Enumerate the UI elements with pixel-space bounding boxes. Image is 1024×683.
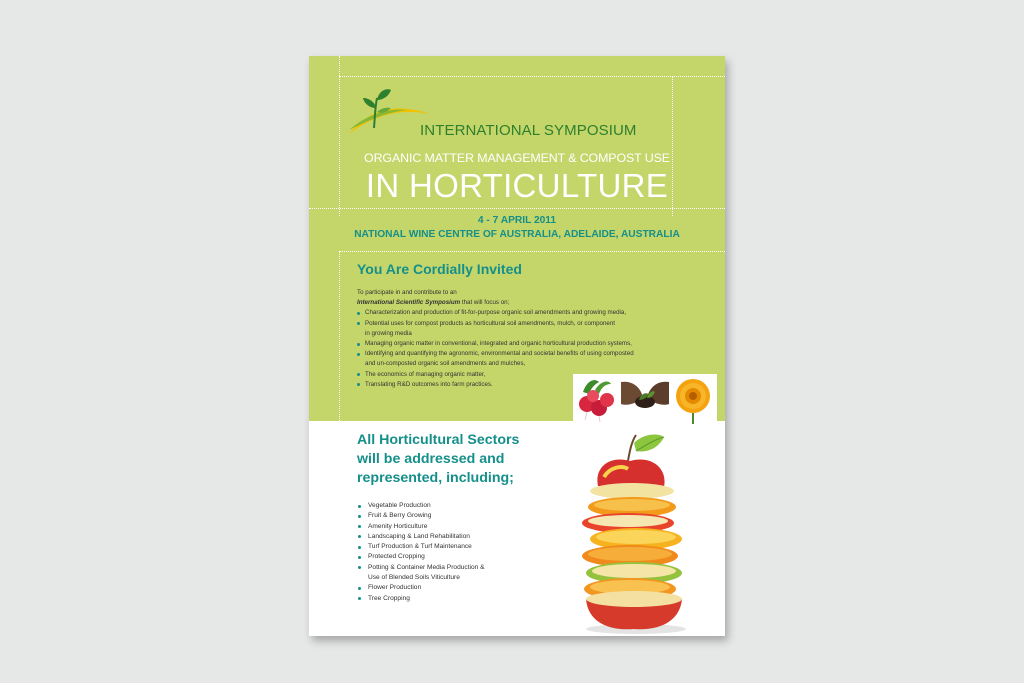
invite-heading: You Are Cordially Invited (357, 261, 522, 277)
page-title: IN HORTICULTURE (365, 167, 669, 204)
list-item: Managing organic matter in conventional, integrated and organic horticultural production systems, (357, 339, 677, 349)
list-item (357, 563, 557, 584)
event-venue: NATIONAL WINE CENTRE OF AUSTRALIA, ADELAIDE, AUSTRALIA (354, 229, 680, 240)
list-item: Protected Cropping (357, 552, 557, 562)
event-date: 4 - 7 APRIL 2011 (477, 215, 557, 226)
list-item (357, 349, 677, 369)
list-item: Landscaping & Land Rehabilitation (357, 532, 557, 542)
list-item: Tree Cropping (357, 594, 557, 604)
page-subtitle: ORGANIC MATTER MANAGEMENT & COMPOST USE (364, 151, 670, 165)
sectors-heading-line: represented, including; (357, 470, 514, 486)
list-item: Amenity Horticulture (357, 522, 557, 532)
intro-tail: that will focus on; (460, 299, 510, 307)
hands-soil-photo (621, 374, 669, 424)
stacked-fruit-slices-photo (564, 431, 704, 636)
symposium-flyer (309, 56, 725, 636)
list-item: Fruit & Berry Growing (357, 511, 557, 521)
guide-line (309, 208, 725, 209)
list-item: Turf Production & Turf Maintenance (357, 542, 557, 552)
guide-line (339, 76, 725, 77)
list-item (357, 319, 677, 339)
list-item-continuation: and un-composted organic soil amendments and mulches, (365, 360, 526, 368)
list-item-text: Potting & Container Media Production & (368, 563, 485, 571)
sectors-list (357, 501, 557, 604)
list-item: Vegetable Production (357, 501, 557, 511)
sectors-heading-line: All Horticultural Sectors (357, 432, 520, 448)
list-item-text: Potential uses for compost products as horticultural soil amendments, mulch, or component (365, 319, 616, 327)
list-item: Translating R&D outcomes into farm practices. (357, 380, 677, 390)
sectors-heading (357, 431, 577, 488)
list-item-continuation: in growing media (365, 329, 412, 337)
intro-line (357, 298, 677, 308)
list-item: Flower Production (357, 583, 557, 593)
list-item-continuation: Use of Blended Soils Viticulture (368, 574, 460, 582)
intro-emphasis: International Scientific Symposium (357, 299, 461, 307)
guide-line (339, 251, 725, 252)
list-item: The economics of managing organic matter, (357, 370, 677, 380)
radish-photo (573, 374, 621, 424)
symposium-label: INTERNATIONAL SYMPOSIUM (420, 122, 637, 139)
guide-line (339, 251, 340, 421)
list-item-text: Identifying and quantifying the agronomic, environmental and societal benefits of using composted (365, 350, 634, 358)
intro-line: To participate in and contribute to an (357, 289, 457, 296)
sprout-swoosh-logo (347, 88, 431, 140)
sectors-heading-line: will be addressed and (357, 451, 505, 467)
calendula-flower-photo (669, 374, 717, 424)
list-item: Characterization and production of fit-for-purpose organic soil amendments and growing media, (357, 308, 677, 318)
